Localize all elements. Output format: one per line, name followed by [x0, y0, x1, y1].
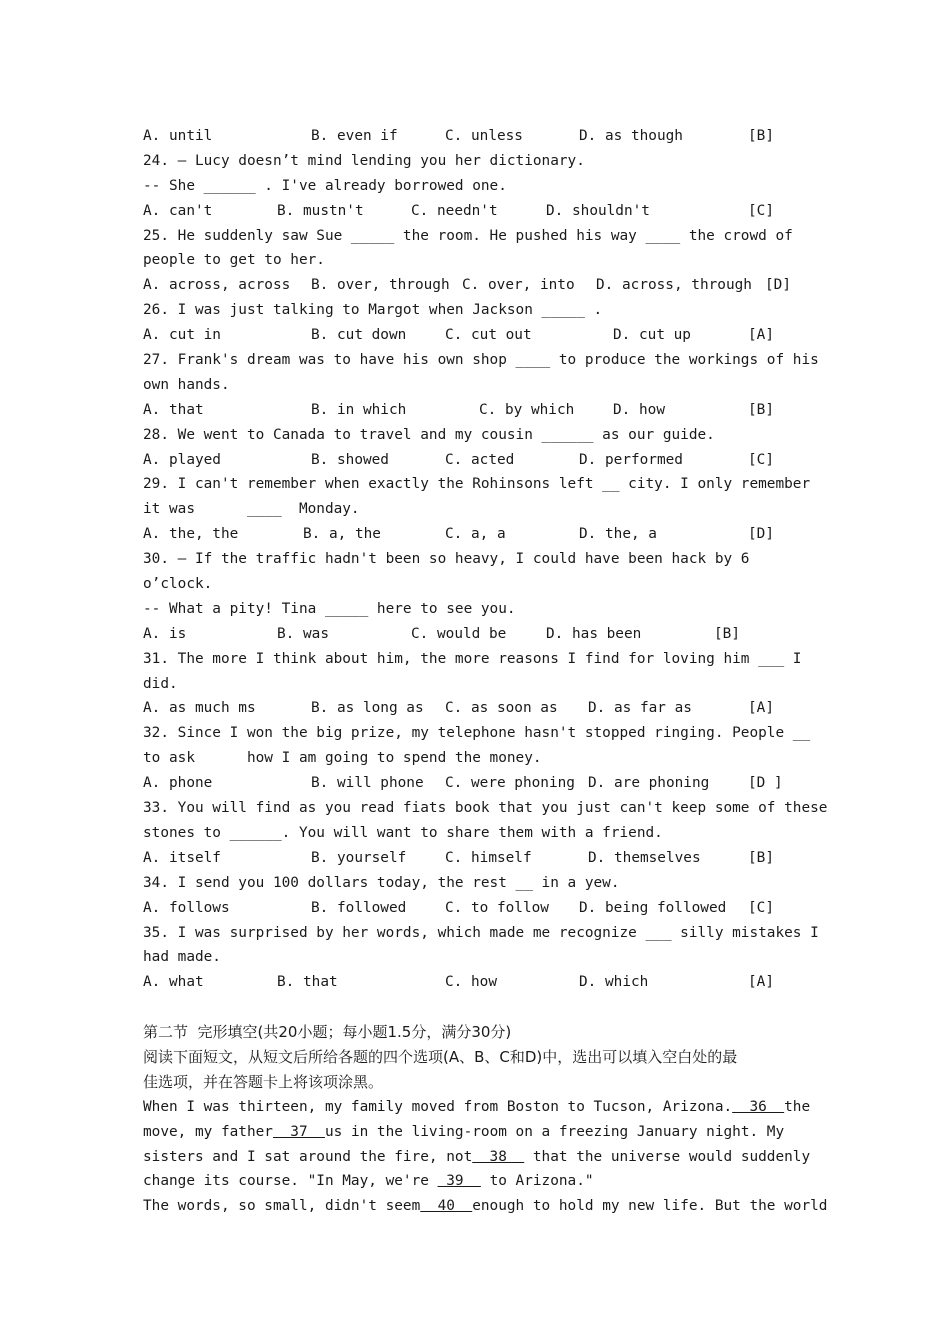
- q29-line2: it was ____ Monday.: [143, 501, 360, 518]
- q27-option-b: B. in which: [311, 401, 407, 418]
- q35-option-a: A. what: [143, 974, 204, 991]
- q28-options: [143, 448, 823, 473]
- q27-option-a: A. that: [143, 401, 204, 418]
- q33-line1: 33. You will find as you read fiats book that you just can't keep some of these: [143, 800, 828, 817]
- q28-option-d: D. performed: [579, 451, 683, 468]
- passage-text: move, my father: [143, 1123, 273, 1140]
- passage-text: enough to hold my new life. But the world: [472, 1198, 828, 1215]
- passage-line5: [143, 1194, 828, 1219]
- q31-answer: [A]: [748, 700, 774, 717]
- q26-option-d: D. cut up: [613, 327, 691, 344]
- q30-options: [143, 622, 823, 647]
- q23-option-a: A. until: [143, 128, 213, 144]
- q25-option-d: D. across, through: [596, 277, 752, 294]
- q30-line3: -- What a pity! Tina _____ here to see you.: [143, 600, 516, 617]
- blank-39: 39: [437, 1173, 481, 1190]
- q23-answer: [B]: [748, 128, 774, 144]
- passage-line2: [143, 1120, 823, 1145]
- q32-line2: to ask how I am going to spend the money.: [143, 750, 542, 767]
- q28-option-a: A. played: [143, 451, 221, 468]
- q34-option-d: D. being followed: [579, 899, 727, 916]
- q31-line2: did.: [143, 675, 178, 692]
- passage-text: to Arizona.": [480, 1173, 594, 1190]
- q30-option-d: D. has been: [546, 625, 642, 642]
- q31-option-b: B. as long as: [311, 700, 424, 717]
- q30-option-b: B. was: [277, 625, 329, 642]
- q35-line2: had made.: [143, 949, 221, 966]
- q30-option-c: C. would be: [411, 625, 507, 642]
- blank-40: 40: [420, 1198, 473, 1215]
- q26-options: [143, 323, 823, 348]
- q34-option-b: B. followed: [311, 899, 407, 916]
- q29-option-a: A. the, the: [143, 526, 239, 543]
- q24-option-a: A. can't: [143, 202, 213, 219]
- q25-line1: 25. He suddenly saw Sue _____ the room. He pushed his way ____ the crowd of: [143, 227, 793, 244]
- blank-37: 37: [272, 1123, 325, 1140]
- q34-options: [143, 896, 823, 921]
- blank-36: 36: [732, 1098, 785, 1115]
- q28-option-b: B. showed: [311, 451, 389, 468]
- q35-options: [143, 970, 823, 995]
- passage-line4: [143, 1169, 823, 1194]
- q35-option-d: D. which: [579, 974, 649, 991]
- q27-line2: own hands.: [143, 376, 230, 393]
- q29-line1: 29. I can't remember when exactly the Rohinsons left __ city. I only remember: [143, 476, 811, 493]
- exam-page: [143, 124, 828, 1219]
- q32-option-b: B. will phone: [311, 775, 424, 792]
- q25-option-c: C. over, into: [462, 277, 575, 294]
- q24-option-b: B. mustn't: [277, 202, 364, 219]
- q32-answer: [D ]: [748, 775, 783, 792]
- passage-line1: [143, 1095, 823, 1120]
- passage-text: The words, so small, didn't seem: [143, 1198, 421, 1215]
- q29-answer: [D]: [748, 526, 774, 543]
- q29-options: [143, 522, 823, 547]
- q27-option-d: D. how: [613, 401, 665, 418]
- q31-line1: 31. The more I think about him, the more reasons I find for loving him ___ I: [143, 650, 802, 667]
- q26-option-b: B. cut down: [311, 327, 407, 344]
- q32-options: [143, 771, 823, 796]
- q24-answer: [C]: [748, 202, 774, 219]
- blank-38: 38: [472, 1148, 525, 1165]
- q33-option-c: C. himself: [445, 849, 532, 866]
- q27-line1: 27. Frank's dream was to have his own shop ____ to produce the workings of his: [143, 352, 819, 369]
- q23-option-b: B. even if: [311, 128, 398, 144]
- q23-option-c: C. unless: [445, 128, 523, 144]
- passage-text: sisters and I sat around the fire, not: [143, 1148, 473, 1165]
- q34-option-a: A. follows: [143, 899, 230, 916]
- q23-options: [143, 124, 823, 149]
- q33-line2: stones to ______. You will want to share them with a friend.: [143, 824, 663, 841]
- section2-instructions-line2: 佳选项，并在答题卡上将该项涂黑。: [143, 1072, 384, 1091]
- passage-text: that the universe would suddenly: [524, 1148, 811, 1165]
- passage-text: us in the living-room on a freezing January night. My: [324, 1123, 785, 1140]
- q30-line1: 30. – If the traffic hadn't been so heavy, I could have been hack by 6: [143, 551, 750, 568]
- q33-option-b: B. yourself: [311, 849, 407, 866]
- q25-option-b: B. over, through: [311, 277, 450, 294]
- section-spacer: [143, 995, 823, 1020]
- q30-option-a: A. is: [143, 625, 187, 642]
- passage-text: change its course. "In May, we're: [143, 1173, 438, 1190]
- q32-line1: 32. Since I won the big prize, my telephone hasn't stopped ringing. People __: [143, 725, 811, 742]
- q28-answer: [C]: [748, 451, 774, 468]
- q29-option-c: C. a, a: [445, 526, 506, 543]
- q25-option-a: A. across, across: [143, 277, 291, 294]
- q30-answer: [B]: [714, 625, 740, 642]
- q32-option-d: D. are phoning: [588, 775, 710, 792]
- q24-option-d: D. shouldn't: [546, 202, 650, 219]
- q31-option-c: C. as soon as: [445, 700, 558, 717]
- q24-option-c: C. needn't: [411, 202, 498, 219]
- q25-answer: [D]: [765, 277, 791, 294]
- q28-option-c: C. acted: [445, 451, 515, 468]
- q31-option-d: D. as far as: [588, 700, 692, 717]
- q32-option-c: C. were phoning: [445, 775, 575, 792]
- q33-option-a: A. itself: [143, 849, 221, 866]
- q33-options: [143, 846, 823, 871]
- q27-answer: [B]: [748, 401, 774, 418]
- q35-line1: 35. I was surprised by her words, which made me recognize ___ silly mistakes I: [143, 924, 819, 941]
- q26-answer: [A]: [748, 327, 774, 344]
- q35-option-c: C. how: [445, 974, 497, 991]
- q27-options: [143, 398, 823, 423]
- q33-answer: [B]: [748, 849, 774, 866]
- q31-option-a: A. as much ms: [143, 700, 256, 717]
- q29-option-b: B. a, the: [303, 526, 381, 543]
- q24-line2: -- She ______ . I've already borrowed one.: [143, 177, 507, 194]
- q24-line1: 24. – Lucy doesn’t mind lending you her dictionary.: [143, 152, 585, 169]
- q24-options: [143, 199, 823, 224]
- q23-option-d: D. as though: [579, 128, 683, 144]
- section2-instructions-line1: 阅读下面短文，从短文后所给各题的四个选项(A、B、C和D)中，选出可以填入空白处的最: [143, 1047, 738, 1066]
- q35-option-b: B. that: [277, 974, 338, 991]
- q29-option-d: D. the, a: [579, 526, 657, 543]
- q27-option-c: C. by which: [479, 401, 575, 418]
- passage-text: the: [784, 1098, 811, 1115]
- q34-line1: 34. I send you 100 dollars today, the rest __ in a yew.: [143, 874, 620, 891]
- q25-line2: people to get to her.: [143, 252, 325, 269]
- passage-text: When I was thirteen, my family moved from Boston to Tucson, Arizona.: [143, 1098, 733, 1115]
- q35-answer: [A]: [748, 974, 774, 991]
- q25-options: [143, 273, 823, 298]
- q31-options: [143, 696, 823, 721]
- q26-option-c: C. cut out: [445, 327, 532, 344]
- q33-option-d: D. themselves: [588, 849, 701, 866]
- q34-option-c: C. to follow: [445, 899, 549, 916]
- q30-line2: o’clock.: [143, 576, 213, 593]
- q28-line1: 28. We went to Canada to travel and my cousin ______ as our guide.: [143, 426, 715, 443]
- q26-line1: 26. I was just talking to Margot when Jackson _____ .: [143, 302, 603, 319]
- q34-answer: [C]: [748, 899, 774, 916]
- passage-line3: [143, 1145, 823, 1170]
- q26-option-a: A. cut in: [143, 327, 221, 344]
- section2-heading: 第二节 完形填空(共20小题；每小题1.5分，满分30分): [143, 1023, 512, 1042]
- q32-option-a: A. phone: [143, 775, 213, 792]
